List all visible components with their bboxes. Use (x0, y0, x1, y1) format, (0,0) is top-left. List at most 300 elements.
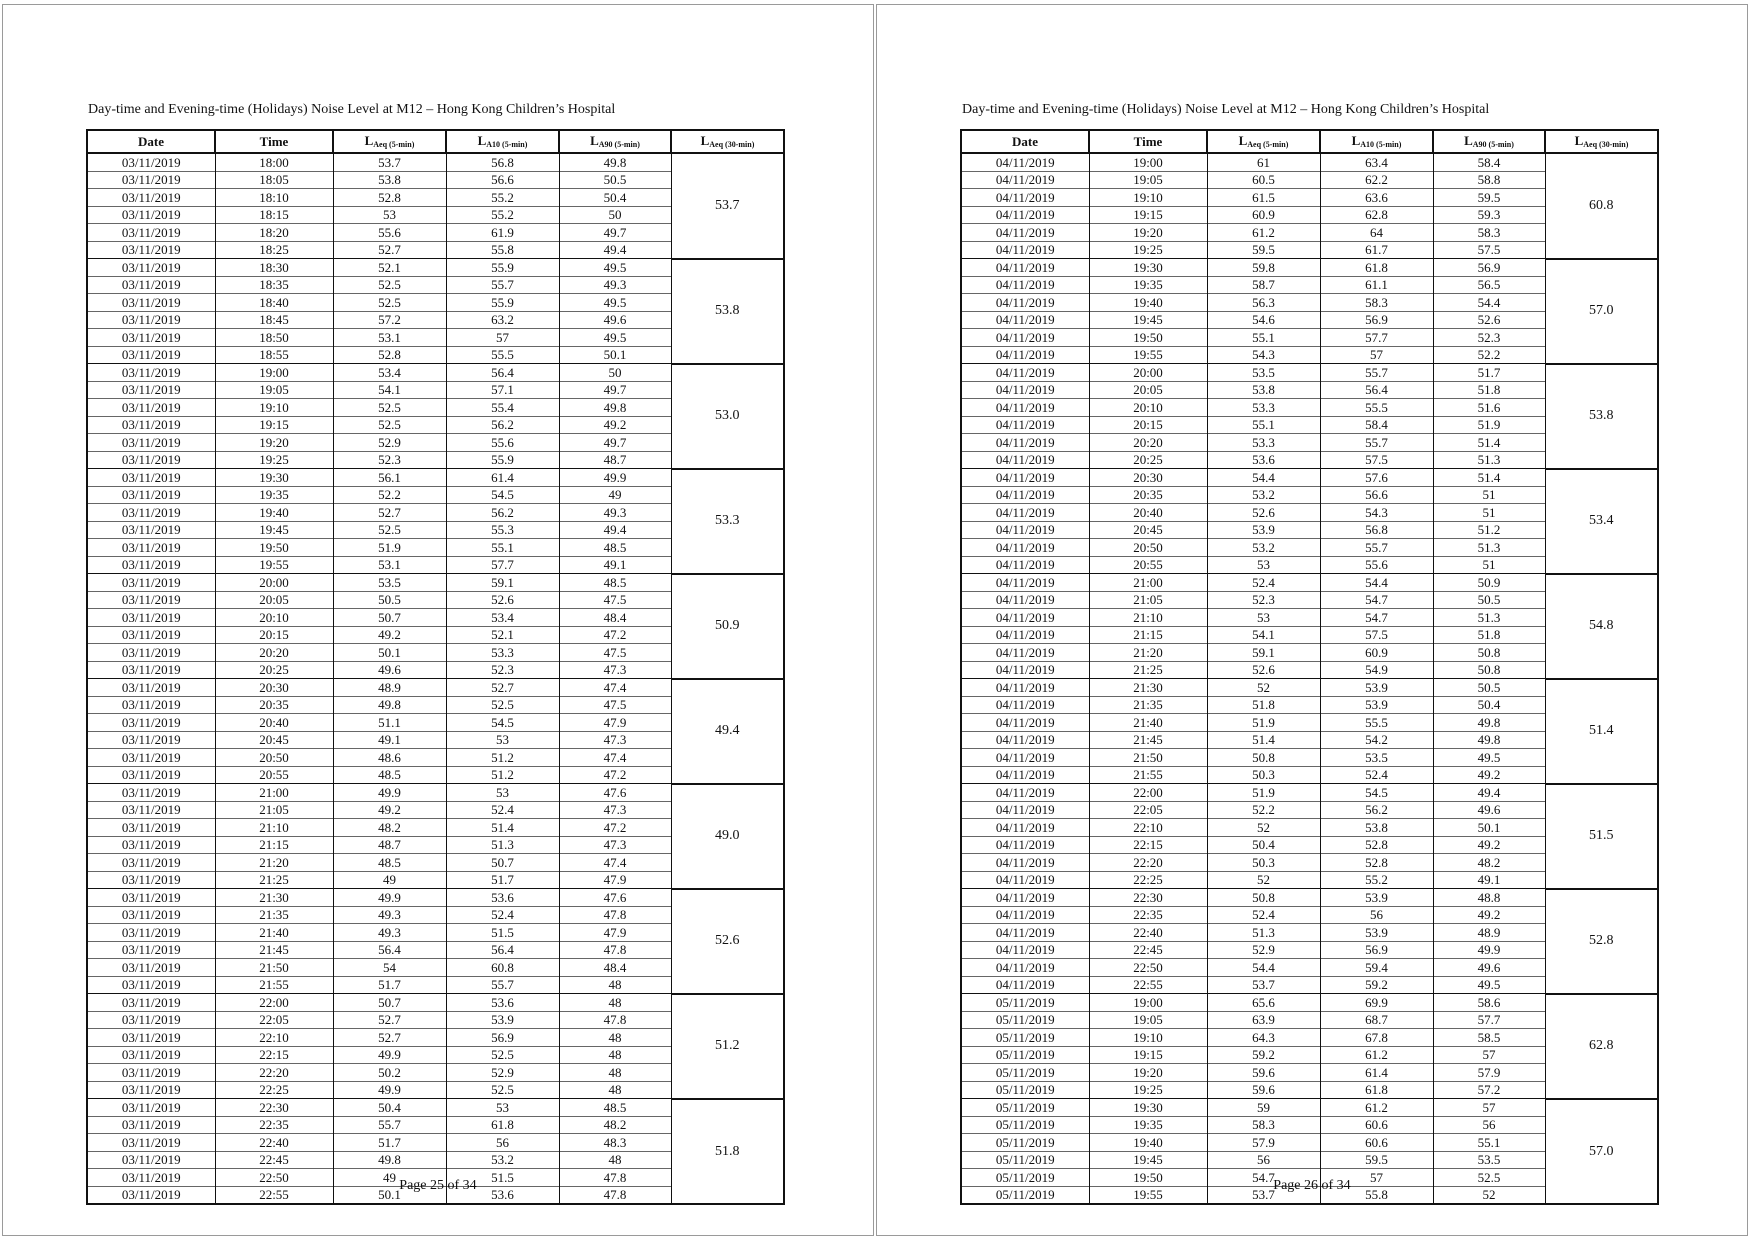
la90-5min-cell: 56 (1433, 1116, 1545, 1134)
la90-5min-cell: 47.3 (559, 801, 671, 819)
date-cell: 05/11/2019 (961, 1186, 1089, 1204)
la10-5min-cell: 61.8 (1320, 259, 1433, 277)
la90-5min-cell: 50.1 (1433, 819, 1545, 837)
time-cell: 19:15 (1089, 206, 1207, 224)
time-cell: 20:20 (215, 644, 333, 662)
la90-5min-cell: 49.8 (1433, 714, 1545, 732)
la10-5min-cell: 55.5 (1320, 399, 1433, 417)
date-cell: 05/11/2019 (961, 1029, 1089, 1047)
time-cell: 19:50 (1089, 1169, 1207, 1187)
date-cell: 03/11/2019 (87, 224, 215, 242)
date-cell: 04/11/2019 (961, 224, 1089, 242)
laeq-5min-cell: 49 (333, 1169, 446, 1187)
la90-5min-cell: 53.5 (1433, 1151, 1545, 1169)
la90-5min-cell: 49.7 (559, 224, 671, 242)
laeq-5min-cell: 53.9 (1207, 521, 1320, 539)
la10-5min-cell: 61.7 (1320, 241, 1433, 259)
date-cell: 04/11/2019 (961, 871, 1089, 889)
time-cell: 18:10 (215, 189, 333, 207)
la90-5min-cell: 50 (559, 364, 671, 382)
laeq-5min-cell: 55.1 (1207, 329, 1320, 347)
la10-5min-cell: 55.2 (446, 206, 559, 224)
laeq-5min-cell: 50.8 (1207, 749, 1320, 767)
date-cell: 05/11/2019 (961, 994, 1089, 1012)
time-cell: 21:45 (1089, 731, 1207, 749)
table-row (961, 153, 1658, 171)
la10-5min-cell: 55.7 (1320, 364, 1433, 382)
la90-5min-cell: 49.5 (1433, 749, 1545, 767)
la90-5min-cell: 47.3 (559, 661, 671, 679)
laeq-30min-cell: 51.2 (671, 994, 784, 1099)
laeq-5min-cell: 54.7 (1207, 1169, 1320, 1187)
date-cell: 04/11/2019 (961, 591, 1089, 609)
time-cell: 22:00 (1089, 784, 1207, 802)
time-cell: 19:30 (1089, 259, 1207, 277)
la10-5min-cell: 55.7 (1320, 539, 1433, 557)
date-cell: 03/11/2019 (87, 784, 215, 802)
la10-5min-cell: 57.5 (1320, 626, 1433, 644)
la10-5min-cell: 62.8 (1320, 206, 1433, 224)
la10-5min-cell: 54.7 (1320, 609, 1433, 627)
la90-5min-cell: 49.2 (1433, 766, 1545, 784)
time-cell: 22:15 (215, 1046, 333, 1064)
la90-5min-cell: 49.5 (559, 294, 671, 312)
date-cell: 03/11/2019 (87, 941, 215, 959)
la90-5min-cell: 58.4 (1433, 153, 1545, 171)
time-cell: 22:25 (1089, 871, 1207, 889)
time-cell: 19:55 (1089, 1186, 1207, 1204)
time-cell: 19:00 (1089, 153, 1207, 171)
laeq-30min-cell: 53.0 (671, 364, 784, 469)
date-cell: 04/11/2019 (961, 539, 1089, 557)
la10-5min-cell: 53 (446, 1099, 559, 1117)
la10-5min-cell: 57 (1320, 1169, 1433, 1187)
date-cell: 04/11/2019 (961, 574, 1089, 592)
time-cell: 22:55 (1089, 976, 1207, 994)
la10-5min-cell: 59.5 (1320, 1151, 1433, 1169)
date-cell: 04/11/2019 (961, 889, 1089, 907)
time-cell: 22:20 (1089, 854, 1207, 872)
laeq-5min-cell: 55.6 (333, 224, 446, 242)
laeq-5min-cell: 49.9 (333, 889, 446, 907)
time-cell: 21:40 (1089, 714, 1207, 732)
laeq-5min-cell: 65.6 (1207, 994, 1320, 1012)
la10-5min-cell: 60.9 (1320, 644, 1433, 662)
laeq-5min-cell: 52.1 (333, 259, 446, 277)
time-cell: 21:45 (215, 941, 333, 959)
la10-5min-cell: 61.1 (1320, 276, 1433, 294)
la10-5min-cell: 55.2 (446, 189, 559, 207)
laeq-5min-cell: 56.1 (333, 469, 446, 487)
la90-5min-cell: 51.7 (1433, 364, 1545, 382)
la10-5min-cell: 53.6 (446, 1186, 559, 1204)
laeq-5min-cell: 50.7 (333, 609, 446, 627)
la90-5min-cell: 49.8 (559, 153, 671, 171)
date-cell: 03/11/2019 (87, 434, 215, 452)
time-cell: 22:55 (215, 1186, 333, 1204)
la10-5min-cell: 51.3 (446, 836, 559, 854)
date-cell: 04/11/2019 (961, 189, 1089, 207)
la90-5min-cell: 47.8 (559, 1169, 671, 1187)
date-cell: 04/11/2019 (961, 399, 1089, 417)
time-cell: 19:55 (215, 556, 333, 574)
date-cell: 03/11/2019 (87, 994, 215, 1012)
time-cell: 19:50 (1089, 329, 1207, 347)
laeq-5min-cell: 52.4 (1207, 574, 1320, 592)
la90-5min-cell: 50.8 (1433, 644, 1545, 662)
date-cell: 04/11/2019 (961, 696, 1089, 714)
la10-5min-cell: 54.3 (1320, 504, 1433, 522)
la10-5min-cell: 54.2 (1320, 731, 1433, 749)
time-cell: 22:45 (215, 1151, 333, 1169)
la10-5min-cell: 58.4 (1320, 416, 1433, 434)
time-cell: 19:45 (1089, 1151, 1207, 1169)
laeq-5min-cell: 53.3 (1207, 434, 1320, 452)
la90-5min-cell: 49.6 (559, 311, 671, 329)
la90-5min-cell: 49.5 (1433, 976, 1545, 994)
la10-5min-cell: 55.7 (1320, 434, 1433, 452)
time-cell: 19:30 (215, 469, 333, 487)
laeq-5min-cell: 52.6 (1207, 661, 1320, 679)
laeq-5min-cell: 59.6 (1207, 1081, 1320, 1099)
time-cell: 20:00 (215, 574, 333, 592)
time-cell: 20:20 (1089, 434, 1207, 452)
la90-5min-cell: 48.4 (559, 609, 671, 627)
laeq-30min-cell: 60.8 (1545, 153, 1658, 259)
laeq-5min-cell: 53.1 (333, 556, 446, 574)
column-header-date: Date (87, 130, 215, 153)
laeq-5min-cell: 52.9 (1207, 941, 1320, 959)
la90-5min-cell: 51.8 (1433, 626, 1545, 644)
time-cell: 18:50 (215, 329, 333, 347)
la90-5min-cell: 52.3 (1433, 329, 1545, 347)
la10-5min-cell: 55.1 (446, 539, 559, 557)
time-cell: 19:00 (1089, 994, 1207, 1012)
table-row (87, 1099, 784, 1117)
table-row (961, 259, 1658, 277)
laeq-5min-cell: 51.3 (1207, 924, 1320, 942)
date-cell: 04/11/2019 (961, 346, 1089, 364)
time-cell: 19:15 (1089, 1046, 1207, 1064)
time-cell: 20:55 (215, 766, 333, 784)
la10-5min-cell: 53 (446, 784, 559, 802)
time-cell: 20:50 (215, 749, 333, 767)
laeq-5min-cell: 51.9 (1207, 784, 1320, 802)
la10-5min-cell: 56.8 (446, 153, 559, 171)
column-header-time: Time (215, 130, 333, 153)
date-cell: 04/11/2019 (961, 416, 1089, 434)
la90-5min-cell: 51.6 (1433, 399, 1545, 417)
la10-5min-cell: 55.7 (446, 276, 559, 294)
laeq-30min-cell: 49.4 (671, 679, 784, 784)
la10-5min-cell: 56.2 (1320, 801, 1433, 819)
laeq-5min-cell: 49.9 (333, 1046, 446, 1064)
la90-5min-cell: 52 (1433, 1186, 1545, 1204)
laeq-30min-cell: 54.8 (1545, 574, 1658, 679)
date-cell: 04/11/2019 (961, 206, 1089, 224)
time-cell: 21:10 (215, 819, 333, 837)
la90-5min-cell: 47.3 (559, 836, 671, 854)
noise-level-table (960, 129, 1659, 1205)
la90-5min-cell: 49.1 (1433, 871, 1545, 889)
time-cell: 18:00 (215, 153, 333, 171)
la90-5min-cell: 48 (559, 1064, 671, 1082)
laeq-5min-cell: 60.5 (1207, 171, 1320, 189)
la10-5min-cell: 56.9 (1320, 941, 1433, 959)
date-cell: 04/11/2019 (961, 661, 1089, 679)
laeq-5min-cell: 61.2 (1207, 224, 1320, 242)
la90-5min-cell: 56.9 (1433, 259, 1545, 277)
laeq-5min-cell: 52.5 (333, 294, 446, 312)
time-cell: 20:30 (215, 679, 333, 697)
la10-5min-cell: 52.7 (446, 679, 559, 697)
la90-5min-cell: 51.9 (1433, 416, 1545, 434)
la10-5min-cell: 55.5 (1320, 714, 1433, 732)
laeq-30min-cell: 53.8 (1545, 364, 1658, 469)
date-cell: 03/11/2019 (87, 399, 215, 417)
table-body (961, 153, 1658, 1204)
table-row (961, 469, 1658, 487)
la90-5min-cell: 57.9 (1433, 1064, 1545, 1082)
la90-5min-cell: 49 (559, 486, 671, 504)
laeq-5min-cell: 49.9 (333, 784, 446, 802)
date-cell: 03/11/2019 (87, 469, 215, 487)
laeq-5min-cell: 53 (333, 206, 446, 224)
laeq-5min-cell: 49.9 (333, 1081, 446, 1099)
date-cell: 03/11/2019 (87, 1099, 215, 1117)
la90-5min-cell: 48.5 (559, 539, 671, 557)
laeq-30min-cell: 62.8 (1545, 994, 1658, 1099)
time-cell: 19:55 (1089, 346, 1207, 364)
date-cell: 04/11/2019 (961, 836, 1089, 854)
la10-5min-cell: 69.9 (1320, 994, 1433, 1012)
time-cell: 20:30 (1089, 469, 1207, 487)
laeq-5min-cell: 51.8 (1207, 696, 1320, 714)
date-cell: 03/11/2019 (87, 1046, 215, 1064)
time-cell: 21:55 (215, 976, 333, 994)
time-cell: 20:15 (1089, 416, 1207, 434)
time-cell: 22:30 (1089, 889, 1207, 907)
time-cell: 20:40 (1089, 504, 1207, 522)
laeq-5min-cell: 52 (1207, 679, 1320, 697)
la10-5min-cell: 55.5 (446, 346, 559, 364)
la10-5min-cell: 57.1 (446, 381, 559, 399)
page-number: Page 25 of 34 (399, 1178, 477, 1193)
la90-5min-cell: 49.3 (559, 504, 671, 522)
la90-5min-cell: 49.9 (1433, 941, 1545, 959)
date-cell: 05/11/2019 (961, 1169, 1089, 1187)
la10-5min-cell: 59.2 (1320, 976, 1433, 994)
la90-5min-cell: 54.4 (1433, 294, 1545, 312)
table-row (961, 994, 1658, 1012)
la90-5min-cell: 47.8 (559, 941, 671, 959)
date-cell: 03/11/2019 (87, 1151, 215, 1169)
laeq-5min-cell: 52.4 (1207, 906, 1320, 924)
la90-5min-cell: 47.8 (559, 1011, 671, 1029)
la10-5min-cell: 61.9 (446, 224, 559, 242)
time-cell: 22:40 (215, 1134, 333, 1152)
la10-5min-cell: 57.5 (1320, 451, 1433, 469)
la10-5min-cell: 56.4 (446, 941, 559, 959)
page-26 (876, 4, 1748, 1236)
la10-5min-cell: 52.6 (446, 591, 559, 609)
laeq-5min-cell: 59.5 (1207, 241, 1320, 259)
laeq-30min-cell: 51.4 (1545, 679, 1658, 784)
la10-5min-cell: 56.2 (446, 416, 559, 434)
la10-5min-cell: 52.5 (446, 696, 559, 714)
date-cell: 03/11/2019 (87, 1169, 215, 1187)
time-cell: 19:20 (1089, 1064, 1207, 1082)
laeq-5min-cell: 52.8 (333, 189, 446, 207)
laeq-5min-cell: 49 (333, 871, 446, 889)
date-cell: 03/11/2019 (87, 1116, 215, 1134)
laeq-5min-cell: 64.3 (1207, 1029, 1320, 1047)
laeq-5min-cell: 48.9 (333, 679, 446, 697)
date-cell: 05/11/2019 (961, 1151, 1089, 1169)
date-cell: 03/11/2019 (87, 696, 215, 714)
la10-5min-cell: 52.4 (446, 801, 559, 819)
time-cell: 22:00 (215, 994, 333, 1012)
column-header-date: Date (961, 130, 1089, 153)
la90-5min-cell: 52.5 (1433, 1169, 1545, 1187)
time-cell: 21:15 (215, 836, 333, 854)
date-cell: 04/11/2019 (961, 381, 1089, 399)
time-cell: 19:30 (1089, 1099, 1207, 1117)
laeq-5min-cell: 56.3 (1207, 294, 1320, 312)
date-cell: 03/11/2019 (87, 819, 215, 837)
la90-5min-cell: 49.4 (559, 521, 671, 539)
date-cell: 03/11/2019 (87, 766, 215, 784)
time-cell: 20:25 (1089, 451, 1207, 469)
la10-5min-cell: 52.8 (1320, 854, 1433, 872)
laeq-5min-cell: 59.8 (1207, 259, 1320, 277)
la90-5min-cell: 51.3 (1433, 451, 1545, 469)
la90-5min-cell: 47.8 (559, 1186, 671, 1204)
table-row (87, 889, 784, 907)
date-cell: 03/11/2019 (87, 1134, 215, 1152)
date-cell: 04/11/2019 (961, 486, 1089, 504)
la10-5min-cell: 63.2 (446, 311, 559, 329)
la90-5min-cell: 56.5 (1433, 276, 1545, 294)
time-cell: 22:10 (1089, 819, 1207, 837)
date-cell: 04/11/2019 (961, 959, 1089, 977)
la10-5min-cell: 54.9 (1320, 661, 1433, 679)
time-cell: 18:15 (215, 206, 333, 224)
time-cell: 20:15 (215, 626, 333, 644)
la10-5min-cell: 54.7 (1320, 591, 1433, 609)
date-cell: 03/11/2019 (87, 346, 215, 364)
time-cell: 21:25 (1089, 661, 1207, 679)
laeq-5min-cell: 54.4 (1207, 959, 1320, 977)
la90-5min-cell: 49.8 (559, 399, 671, 417)
la90-5min-cell: 48.7 (559, 451, 671, 469)
laeq-5min-cell: 52.2 (1207, 801, 1320, 819)
la10-5min-cell: 61.2 (1320, 1099, 1433, 1117)
la10-5min-cell: 61.4 (446, 469, 559, 487)
laeq-5min-cell: 51.4 (1207, 731, 1320, 749)
time-cell: 21:50 (215, 959, 333, 977)
la10-5min-cell: 55.6 (446, 434, 559, 452)
la90-5min-cell: 49.9 (559, 469, 671, 487)
la90-5min-cell: 57.2 (1433, 1081, 1545, 1099)
time-cell: 19:40 (215, 504, 333, 522)
laeq-5min-cell: 48.5 (333, 766, 446, 784)
la90-5min-cell: 47.9 (559, 924, 671, 942)
la10-5min-cell: 52.5 (446, 1046, 559, 1064)
la90-5min-cell: 49.7 (559, 434, 671, 452)
laeq-5min-cell: 52.7 (333, 1029, 446, 1047)
laeq-5min-cell: 52.5 (333, 416, 446, 434)
time-cell: 21:40 (215, 924, 333, 942)
column-header-la90-5min: LA90 (5-min) (1433, 130, 1545, 153)
laeq-30min-cell: 53.3 (671, 469, 784, 574)
laeq-30min-cell: 52.6 (671, 889, 784, 994)
la10-5min-cell: 53.2 (446, 1151, 559, 1169)
la10-5min-cell: 60.6 (1320, 1134, 1433, 1152)
laeq-5min-cell: 58.3 (1207, 1116, 1320, 1134)
time-cell: 18:35 (215, 276, 333, 294)
date-cell: 03/11/2019 (87, 364, 215, 382)
la90-5min-cell: 58.6 (1433, 994, 1545, 1012)
la90-5min-cell: 48 (559, 1081, 671, 1099)
la10-5min-cell: 56.9 (446, 1029, 559, 1047)
laeq-5min-cell: 49.2 (333, 626, 446, 644)
la90-5min-cell: 57.5 (1433, 241, 1545, 259)
la90-5min-cell: 48.3 (559, 1134, 671, 1152)
laeq-5min-cell: 53.7 (1207, 976, 1320, 994)
laeq-30min-cell: 57.0 (1545, 259, 1658, 364)
laeq-5min-cell: 57.9 (1207, 1134, 1320, 1152)
table-row (87, 679, 784, 697)
date-cell: 04/11/2019 (961, 714, 1089, 732)
date-cell: 03/11/2019 (87, 521, 215, 539)
time-cell: 19:45 (215, 521, 333, 539)
la10-5min-cell: 50.7 (446, 854, 559, 872)
time-cell: 19:10 (215, 399, 333, 417)
la90-5min-cell: 48 (559, 1151, 671, 1169)
la90-5min-cell: 49.5 (559, 259, 671, 277)
laeq-5min-cell: 51.7 (333, 976, 446, 994)
laeq-5min-cell: 48.6 (333, 749, 446, 767)
la90-5min-cell: 59.5 (1433, 189, 1545, 207)
la90-5min-cell: 47.6 (559, 889, 671, 907)
laeq-5min-cell: 49.2 (333, 801, 446, 819)
la10-5min-cell: 56.4 (446, 364, 559, 382)
laeq-5min-cell: 52.6 (1207, 504, 1320, 522)
page-25 (2, 4, 874, 1236)
time-cell: 18:30 (215, 259, 333, 277)
laeq-5min-cell: 53.1 (333, 329, 446, 347)
laeq-5min-cell: 50.4 (333, 1099, 446, 1117)
table-row (87, 153, 784, 171)
laeq-5min-cell: 53.2 (1207, 486, 1320, 504)
la90-5min-cell: 47.4 (559, 854, 671, 872)
la10-5min-cell: 57.6 (1320, 469, 1433, 487)
time-cell: 20:00 (1089, 364, 1207, 382)
column-header-la90-5min: LA90 (5-min) (559, 130, 671, 153)
la10-5min-cell: 61.8 (446, 1116, 559, 1134)
time-cell: 22:35 (1089, 906, 1207, 924)
la90-5min-cell: 55.1 (1433, 1134, 1545, 1152)
la90-5min-cell: 49.4 (1433, 784, 1545, 802)
time-cell: 22:50 (215, 1169, 333, 1187)
laeq-5min-cell: 54.4 (1207, 469, 1320, 487)
laeq-5min-cell: 54.6 (1207, 311, 1320, 329)
date-cell: 05/11/2019 (961, 1116, 1089, 1134)
date-cell: 04/11/2019 (961, 801, 1089, 819)
date-cell: 03/11/2019 (87, 329, 215, 347)
time-cell: 21:35 (1089, 696, 1207, 714)
